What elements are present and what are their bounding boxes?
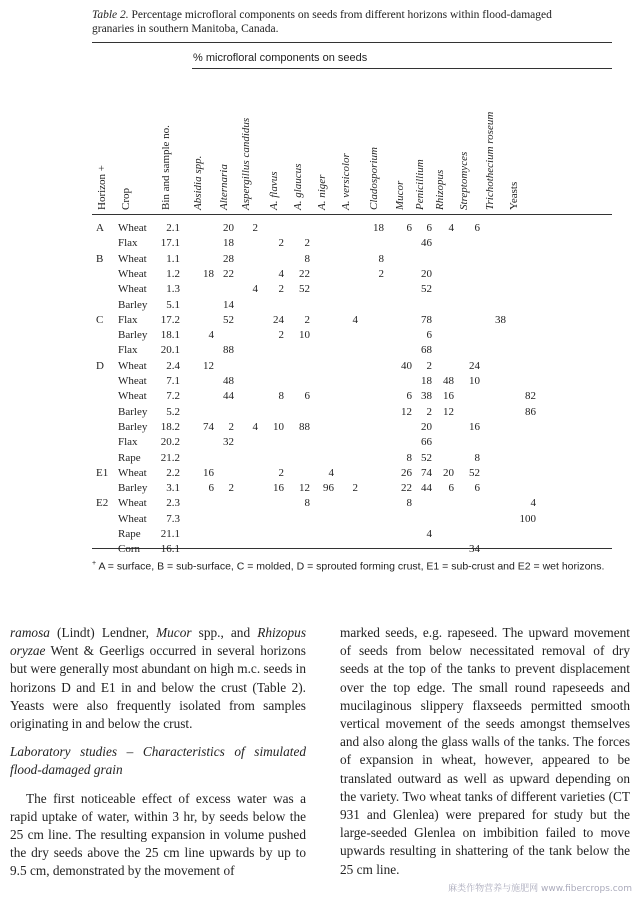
table-cell: 52	[421, 283, 432, 296]
section-subheading: Laboratory studies – Characteristics of simulated flood-damaged grain	[10, 744, 306, 778]
table-cell: 4	[328, 466, 334, 479]
table-cell: 6	[406, 390, 412, 403]
table-cell: 2	[352, 482, 358, 495]
table-cell: 18	[203, 267, 214, 280]
row-bin: 1.3	[166, 283, 180, 296]
table-cell: 16	[469, 420, 480, 433]
column-header: Rhizopus	[434, 169, 446, 210]
table-cell: 100	[519, 512, 536, 525]
row-crop: Wheat	[118, 466, 147, 479]
table-cell: 20	[443, 466, 454, 479]
row-crop: Rape	[118, 528, 141, 540]
row-bin: 7.3	[166, 512, 180, 525]
row-bin: 7.1	[166, 375, 180, 387]
table-cell: 46	[421, 237, 432, 250]
row-crop: Flax	[118, 237, 138, 250]
table-cell: 16	[203, 466, 214, 479]
table-cell: 4	[530, 497, 536, 510]
row-bin: 7.2	[166, 390, 180, 403]
table-cell: 2	[278, 466, 284, 479]
row-bin: 17.1	[160, 237, 180, 250]
table-cell: 8	[278, 390, 284, 403]
table-cell: 2	[426, 405, 432, 418]
row-bin: 5.2	[166, 405, 180, 418]
row-bin: 5.1	[166, 298, 180, 311]
table-cell: 18	[223, 237, 234, 250]
table-cell: 8	[406, 451, 412, 464]
right-paragraph: marked seeds, e.g. rapeseed. The upward movement of seeds from below necessitated removal of dry seeds at the top of the tanks to prevent displacement over the top edge. The small round rapeseeds and mucilaginous slippery flaxseeds permitted smooth vertical movement of the seeds amongst themselves and also along the glass walls of the tanks. The forces of expansion in wheat, however, appeared to be translated outward as well as upward depending on the variety. Two wheat tanks of different varieties (CT 931 and Glenlea) were prepared for study but the large-seeded Glenlea on imbibition failed to move upwards resulting in shattering of the tank below the 25 cm line.	[340, 625, 630, 877]
table-cell: 10	[469, 375, 480, 387]
table-cell: 28	[223, 252, 234, 265]
row-bin: 2.2	[166, 466, 180, 479]
footnote-text: A = surface, B = sub-surface, C = molded, D = sprouted forming crust, E1 = sub-crust and E2 = wet horizons.	[98, 560, 605, 573]
row-horizon: C	[96, 313, 104, 326]
table-cell: 4	[426, 528, 432, 540]
row-crop: Wheat	[118, 497, 147, 510]
table-footnote	[92, 557, 612, 574]
table-cell: 88	[223, 344, 234, 357]
column-header: Crop	[120, 188, 132, 210]
row-horizon: E2	[96, 497, 109, 510]
table-cell: 4	[448, 222, 454, 234]
row-crop: Flax	[118, 436, 138, 449]
row-bin: 3.1	[166, 482, 180, 495]
table-cell: 88	[299, 420, 310, 433]
table-cell: 6	[448, 482, 454, 495]
table-cell: 22	[299, 267, 310, 280]
table-cell: 2	[378, 267, 384, 280]
table-cell: 6	[474, 482, 480, 495]
row-bin: 20.2	[160, 436, 180, 449]
table-cell: 2	[228, 482, 234, 495]
table-cell: 44	[421, 482, 432, 495]
row-crop: Barley	[118, 405, 148, 418]
column-header: Horizon +	[96, 165, 108, 210]
right-column	[340, 624, 630, 879]
row-crop: Wheat	[118, 267, 147, 280]
table-cell: 18	[373, 222, 384, 234]
table-cell: 10	[273, 420, 284, 433]
table-header-rule	[92, 214, 612, 215]
row-bin: 21.1	[160, 528, 180, 540]
table-cell: 52	[421, 451, 432, 464]
row-crop: Wheat	[118, 375, 147, 387]
table-cell: 12	[443, 405, 454, 418]
table-cell: 4	[278, 267, 284, 280]
table-cell: 78	[421, 313, 432, 326]
table-cell: 20	[421, 420, 432, 433]
table-cell: 6	[426, 329, 432, 342]
table-cell: 52	[223, 313, 234, 326]
table-cell: 14	[223, 298, 234, 311]
row-crop: Rape	[118, 451, 141, 464]
column-header: Aspergillus candidus	[240, 117, 252, 210]
column-header: Absidia spp.	[192, 155, 204, 210]
row-crop: Wheat	[118, 512, 147, 525]
footnote-mark: +	[92, 560, 97, 567]
left-paragraph-1: ramosa (Lindt) Lendner, Mucor spp., and Rhizopus oryzae Went & Geerligs occurred in several horizons but were generally most abundant on high m.c. seeds in horizons D and E1 in and below the crust (Table 2). Yeasts were also frequently isolated from samples originating in and below the crust.	[10, 625, 306, 732]
table-cell: 6	[208, 482, 214, 495]
row-bin: 17.2	[160, 313, 180, 326]
table-cell: 8	[378, 252, 384, 265]
table-caption	[92, 8, 582, 36]
table-cell: 2	[252, 222, 258, 234]
row-horizon: D	[96, 359, 104, 372]
row-horizon: B	[96, 252, 104, 265]
row-crop: Flax	[118, 344, 138, 357]
row-bin: 18.1	[160, 329, 180, 342]
column-header: Streptomyces	[458, 151, 470, 210]
row-crop: Barley	[118, 420, 148, 433]
column-header: A. niger	[316, 174, 328, 210]
table-cell: 82	[525, 390, 536, 403]
row-bin: 1.1	[166, 252, 180, 265]
table-label: Table 2.	[92, 9, 129, 21]
table-cell: 4	[208, 329, 214, 342]
row-horizon: A	[96, 222, 104, 234]
table-cell: 12	[203, 359, 214, 372]
table-cell: 2	[304, 237, 310, 250]
row-crop: Barley	[118, 329, 148, 342]
row-crop: Corn	[118, 543, 140, 556]
column-header: A. glaucus	[292, 163, 304, 210]
row-crop: Barley	[118, 482, 148, 495]
table-cell: 74	[421, 466, 432, 479]
group-header: % microfloral components on seeds	[193, 52, 368, 64]
column-header: Mucor	[394, 180, 406, 210]
table-cell: 34	[469, 543, 480, 556]
table-cell: 6	[426, 222, 432, 234]
table-cell: 48	[443, 375, 454, 387]
table-cell: 8	[304, 497, 310, 510]
row-crop: Barley	[118, 298, 148, 311]
row-bin: 2.3	[166, 497, 180, 510]
row-bin: 21.2	[160, 451, 180, 464]
table-cell: 2	[278, 237, 284, 250]
table-cell: 4	[352, 313, 358, 326]
table-cell: 24	[469, 359, 480, 372]
table-cell: 22	[401, 482, 412, 495]
table-top-rule	[92, 42, 612, 43]
row-crop: Wheat	[118, 252, 147, 265]
table-cell: 38	[421, 390, 432, 403]
table-cell: 6	[474, 222, 480, 234]
row-bin: 18.2	[160, 420, 180, 433]
table-cell: 74	[203, 420, 214, 433]
table-cell: 22	[223, 267, 234, 280]
column-header: Penicillium	[414, 159, 426, 210]
row-crop: Wheat	[118, 283, 147, 296]
table-cell: 40	[401, 359, 412, 372]
table-cell: 16	[443, 390, 454, 403]
table-cell: 20	[421, 267, 432, 280]
watermark: 麻类作物营养与施肥网 www.fibercrops.com	[448, 884, 632, 894]
table-cell: 52	[469, 466, 480, 479]
table-cell: 12	[401, 405, 412, 418]
table-cell: 32	[223, 436, 234, 449]
column-header: A. versicolor	[340, 153, 352, 210]
row-bin: 1.2	[166, 267, 180, 280]
table-cell: 4	[252, 420, 258, 433]
table-cell: 24	[273, 313, 284, 326]
table-cell: 26	[401, 466, 412, 479]
table-cell: 18	[421, 375, 432, 387]
table-cell: 10	[299, 329, 310, 342]
table-cell: 96	[323, 482, 334, 495]
table-cell: 2	[278, 283, 284, 296]
row-crop: Wheat	[118, 390, 147, 403]
column-header: Alternaria	[218, 164, 230, 210]
table-cell: 2	[278, 329, 284, 342]
left-paragraph-2: The first noticeable effect of excess water was a rapid uptake of water, within 3 hr, by seeds below the 25 cm line. The resulting expansion in volume pushed the dry seeds above the 25 cm line upwards by up to 9.5 cm, demonstrated by the movement of	[10, 790, 306, 879]
table-cell: 52	[299, 283, 310, 296]
table-cell: 68	[421, 344, 432, 357]
table-cell: 2	[228, 420, 234, 433]
column-header: Bin and sample no.	[160, 125, 172, 210]
table-cell: 8	[304, 252, 310, 265]
table-cell: 2	[304, 313, 310, 326]
table-cell: 12	[299, 482, 310, 495]
row-crop: Flax	[118, 313, 138, 326]
row-horizon: E1	[96, 466, 109, 479]
table-cell: 6	[304, 390, 310, 403]
left-column	[10, 624, 306, 881]
group-header-rule	[192, 68, 612, 69]
table-cell: 8	[406, 497, 412, 510]
row-crop: Wheat	[118, 222, 147, 234]
column-header: Yeasts	[508, 181, 520, 210]
table-cell: 8	[474, 451, 480, 464]
row-bin: 20.1	[160, 344, 180, 357]
column-header: Cladosporium	[368, 147, 380, 210]
table-cell: 38	[495, 313, 506, 326]
table-cell: 66	[421, 436, 432, 449]
table-cell: 16	[273, 482, 284, 495]
row-bin: 16.1	[160, 543, 180, 556]
table-caption-text: Percentage microfloral components on seeds from different horizons within flood-damaged granaries in southern Manitoba, Canada.	[92, 9, 552, 35]
column-header: A. flavus	[268, 171, 280, 210]
table-cell: 2	[426, 359, 432, 372]
table-cell: 44	[223, 390, 234, 403]
table-cell: 6	[406, 222, 412, 234]
row-bin: 2.1	[166, 222, 180, 234]
column-header: Trichothecium roseum	[484, 111, 496, 210]
row-crop: Wheat	[118, 359, 147, 372]
table-cell: 86	[525, 405, 536, 418]
table-cell: 4	[252, 283, 258, 296]
table-cell: 48	[223, 375, 234, 387]
row-bin: 2.4	[166, 359, 180, 372]
table-cell: 20	[223, 222, 234, 234]
